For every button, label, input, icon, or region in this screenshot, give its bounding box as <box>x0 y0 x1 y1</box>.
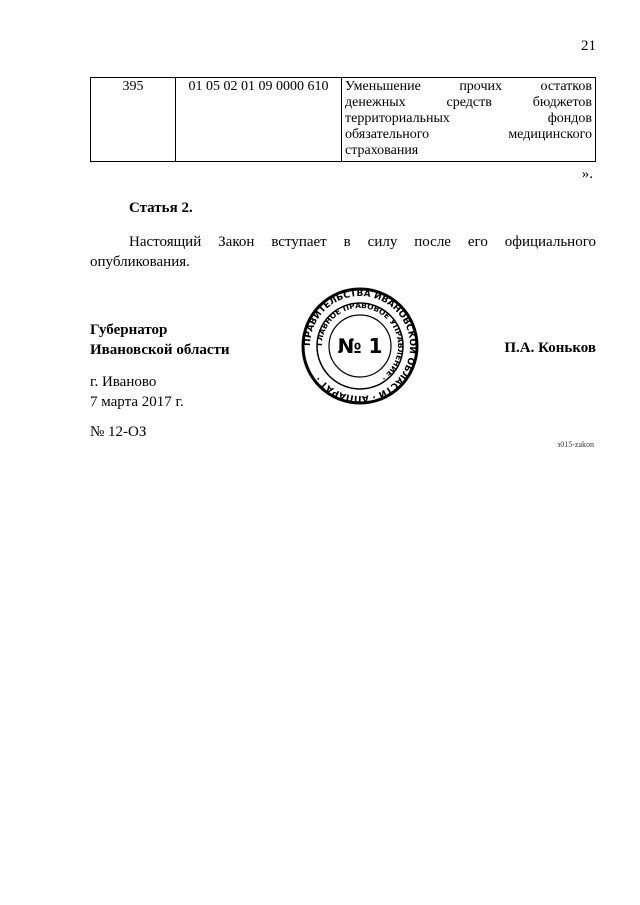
name-line: территориальных фондов <box>345 111 592 126</box>
admin-code-cell: 395 <box>91 78 176 162</box>
table-row <box>91 78 596 162</box>
article-title: Статья 2. <box>129 200 193 216</box>
closing-quote: ». <box>581 166 593 182</box>
date: 7 марта 2017 г. <box>90 394 184 410</box>
budget-table <box>90 77 596 162</box>
article-line: Настоящий Закон вступает в силу после его официального <box>129 234 596 250</box>
article-line: опубликования. <box>90 254 190 270</box>
name-line: Уменьшение прочих остатков <box>345 79 592 94</box>
classification-code-cell: 01 05 02 01 09 0000 610 <box>176 78 342 162</box>
seal-inner-text: ГЛАВНОЕ ПРАВОВОЕ УПРАВЛЕНИЕ · <box>314 300 406 384</box>
page-number: 21 <box>581 38 596 54</box>
official-seal <box>301 287 419 405</box>
place-date <box>90 372 184 412</box>
seal-outer-text: ПРАВИТЕЛЬСТВА ИВАНОВСКОЙ ОБЛАСТИ · АППАРАТ · <box>302 288 418 404</box>
name-line: денежных средств бюджетов <box>345 95 592 110</box>
name-line: страхования <box>345 143 419 158</box>
city: г. Иваново <box>90 374 157 390</box>
article-text <box>90 232 596 272</box>
seal-number: № 1 <box>337 334 383 358</box>
name-cell <box>342 78 596 162</box>
document-code: з015-zakon <box>557 440 594 449</box>
name-line: обязательного медицинского <box>345 127 592 142</box>
governor-title: Губернатор Ивановской области <box>90 322 230 358</box>
law-number: № 12-ОЗ <box>90 424 147 440</box>
governor-name: П.А. Коньков <box>504 340 596 356</box>
